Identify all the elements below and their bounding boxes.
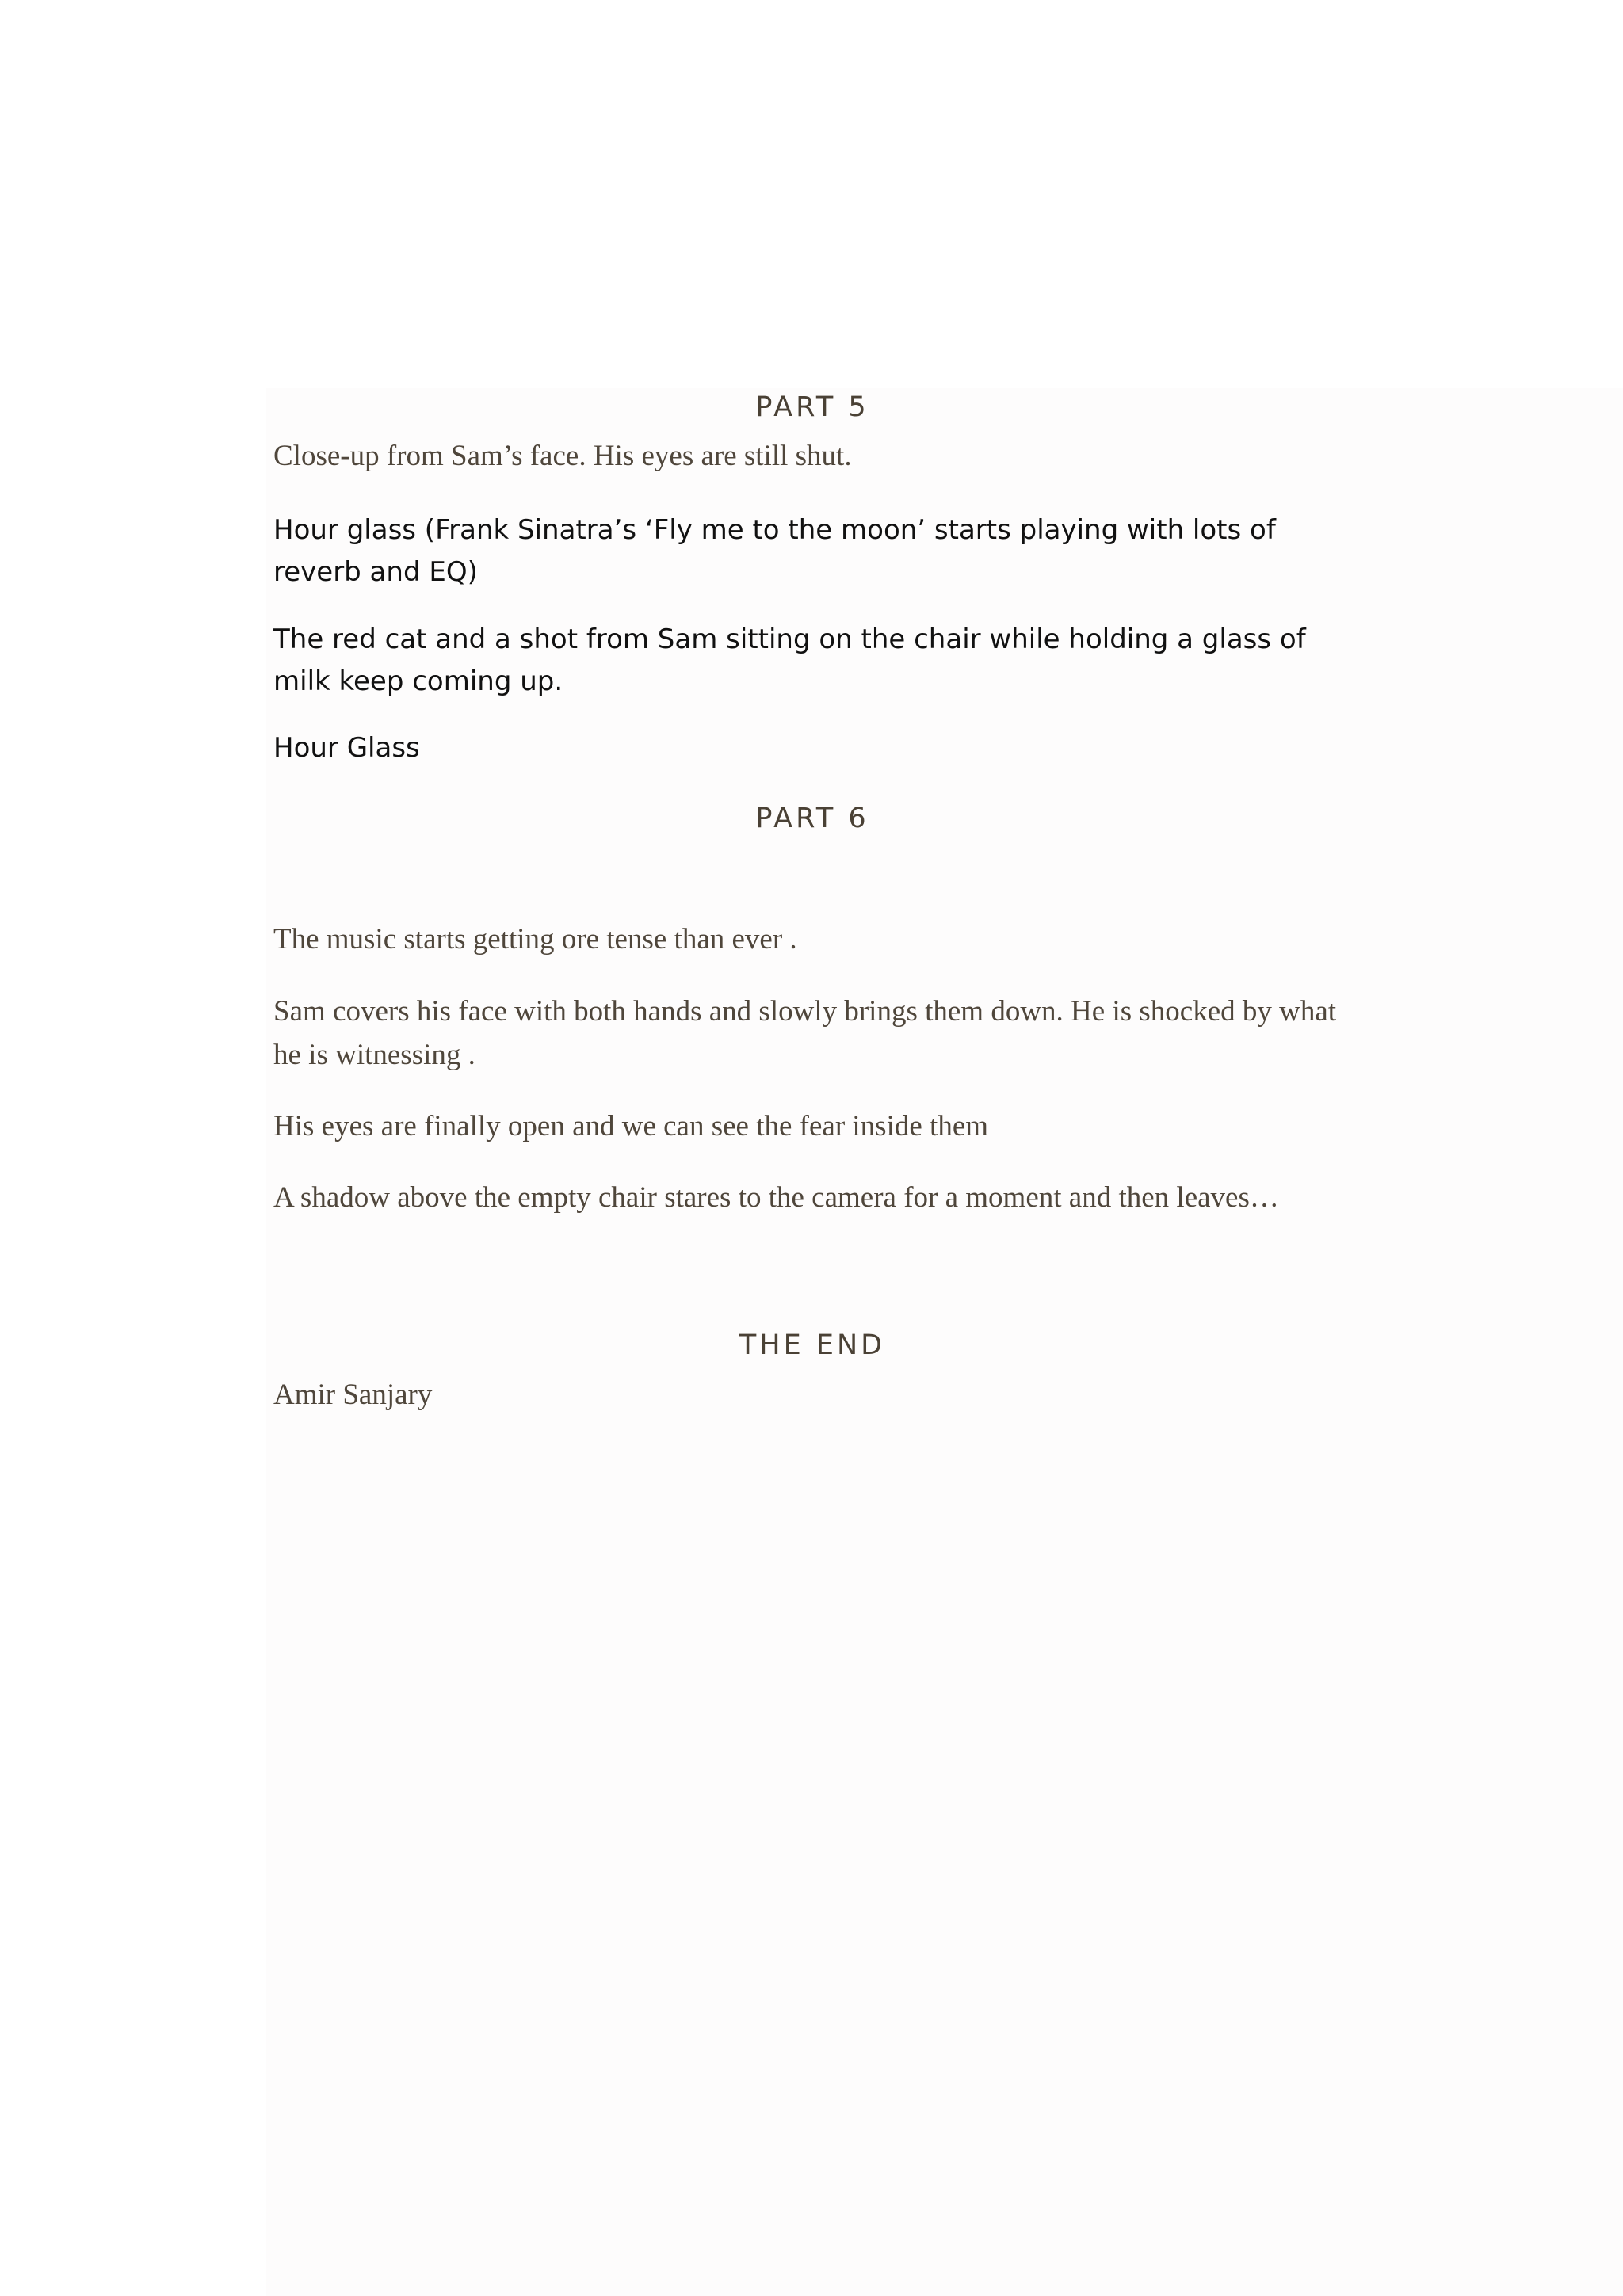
- part-5-paragraph-1: Close-up from Sam’s face. His eyes are still shut.: [273, 440, 852, 472]
- part-5-paragraph-3: The red cat and a shot from Sam sitting on the chair while holding a glass of milk keep coming up.: [273, 624, 1306, 697]
- part-5-paragraph-4: Hour Glass: [273, 732, 420, 764]
- part-5-heading: PART 5: [755, 391, 869, 423]
- author-name: Amir Sanjary: [273, 1379, 433, 1411]
- part-6-paragraph-1: The music starts getting ore tense than ever .: [273, 923, 797, 955]
- part-6-paragraph-4: A shadow above the empty chair stares to the camera for a moment and then leaves…: [273, 1181, 1279, 1214]
- part-6-paragraph-3: His eyes are finally open and we can see the fear inside them: [273, 1110, 989, 1142]
- part-6-heading: PART 6: [755, 803, 869, 834]
- the-end-heading: THE END: [739, 1329, 886, 1361]
- part-5-paragraph-2: Hour glass (Frank Sinatra’s ‘Fly me to the moon’ starts playing with lots of reverb and EQ): [273, 514, 1276, 588]
- part-6-paragraph-2: Sam covers his face with both hands and slowly brings them down. He is shocked by what he is witnessing .: [273, 995, 1337, 1071]
